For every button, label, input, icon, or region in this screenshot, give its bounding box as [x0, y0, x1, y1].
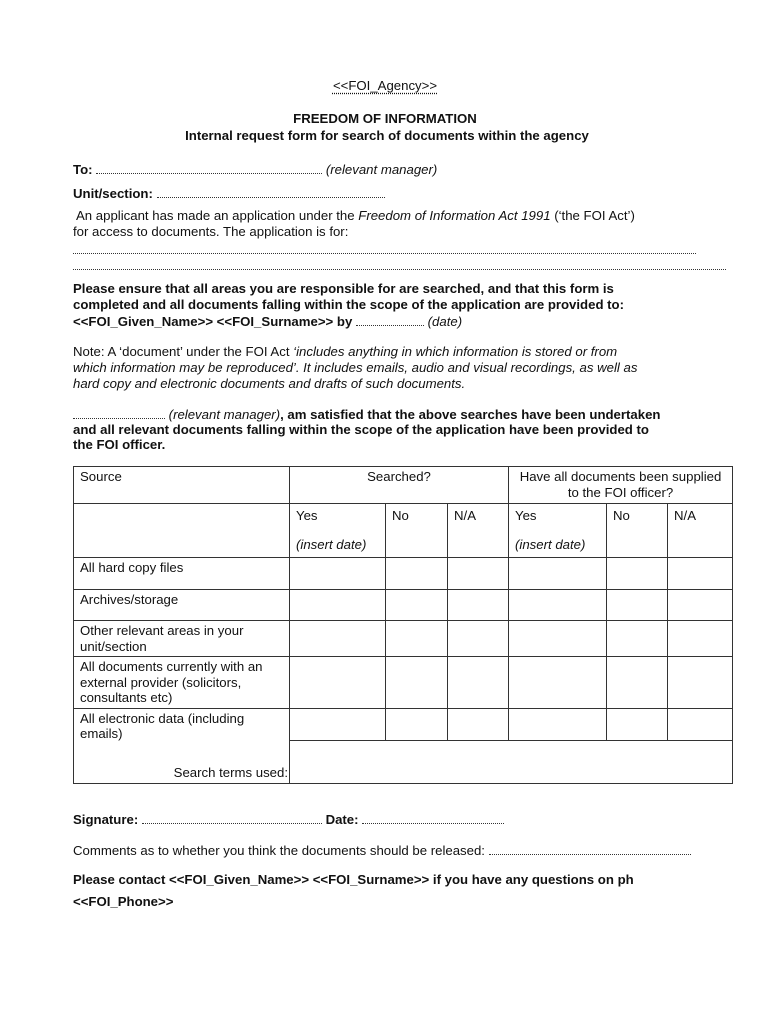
search-terms-label: Search terms used:: [173, 765, 288, 780]
table-cell[interactable]: [448, 708, 509, 740]
comments-line[interactable]: [489, 842, 691, 855]
searched-no-header: No: [386, 504, 448, 558]
contact-line-2: <<FOI_Phone>>: [73, 894, 174, 909]
satisfied-line-3: the FOI officer.: [73, 437, 166, 452]
table-row: [74, 708, 733, 740]
table-cell[interactable]: [668, 657, 733, 709]
source-header: Source: [74, 467, 290, 504]
table-cell[interactable]: [448, 657, 509, 709]
note-line-3: hard copy and electronic documents and drafts of such documents.: [73, 376, 466, 391]
table-cell[interactable]: [509, 621, 607, 657]
satisfied-line-2: and all relevant documents falling within the scope of the application have been provided to: [73, 422, 649, 437]
ensure-line-2: completed and all documents falling within the scope of the application are provided to:: [73, 297, 625, 312]
form-subtitle: Internal request form for search of documents within the agency: [185, 128, 589, 143]
table-cell[interactable]: [668, 590, 733, 621]
table-row: [74, 621, 733, 657]
table-cell[interactable]: [386, 657, 448, 709]
unit-label: Unit/section:: [73, 186, 153, 201]
table-cell[interactable]: [607, 708, 668, 740]
searched-yes-header: Yes (insert date): [290, 504, 386, 558]
search-terms-field[interactable]: [290, 740, 733, 783]
table-cell[interactable]: [509, 590, 607, 621]
table-cell[interactable]: [290, 558, 386, 590]
table-cell[interactable]: [386, 590, 448, 621]
application-line-1[interactable]: [73, 241, 696, 254]
row-source-label: All hard copy files: [74, 558, 290, 590]
subheader-blank: [74, 504, 290, 558]
date-label: Date:: [325, 812, 359, 827]
signature-line[interactable]: [142, 811, 322, 824]
supplied-yes-header: Yes (insert date): [509, 504, 607, 558]
table-cell[interactable]: [509, 708, 607, 740]
ensure-line-1: Please ensure that all areas you are responsible for are searched, and that this form is: [73, 281, 614, 296]
electronic-data-cell: All electronic data (including emails) Search terms used:: [74, 708, 290, 783]
table-cell[interactable]: [607, 590, 668, 621]
intro-line-2: for access to documents. The application is for:: [73, 224, 349, 239]
contact-line-1: Please contact <<FOI_Given_Name>> <<FOI_Surname>> if you have any questions on ph: [73, 872, 634, 887]
agency-placeholder: <<FOI_Agency>>: [332, 78, 438, 93]
table-cell[interactable]: [668, 558, 733, 590]
searched-header: Searched?: [290, 467, 509, 504]
table-cell[interactable]: [668, 708, 733, 740]
comments-row: [73, 842, 691, 859]
searched-na-header: N/A: [448, 504, 509, 558]
note-line-1: Note: A ‘document’ under the FOI Act ‘includes anything in which information is stored or from: [73, 344, 618, 359]
comments-label: Comments as to whether you think the documents should be released:: [73, 843, 485, 858]
table-cell[interactable]: [509, 657, 607, 709]
application-line-2[interactable]: [73, 257, 726, 270]
signature-date-line[interactable]: [362, 811, 504, 824]
note-line-2: which information may be reproduced’. It includes emails, audio and visual recordings, as well as: [73, 360, 638, 375]
table-cell[interactable]: [290, 621, 386, 657]
table-cell[interactable]: [386, 621, 448, 657]
signature-label: Signature:: [73, 812, 139, 827]
table-cell[interactable]: [607, 621, 668, 657]
table-cell[interactable]: [509, 558, 607, 590]
unit-field: [73, 185, 385, 202]
table-cell[interactable]: [448, 558, 509, 590]
to-field: [73, 161, 437, 178]
supplied-header: Have all documents been supplied to the FOI officer?: [509, 467, 733, 504]
intro-line-1: An applicant has made an application under the Freedom of Information Act 1991 (‘the FOI Act’): [76, 208, 635, 223]
satisfied-line-1: (relevant manager), am satisfied that the above searches have been undertaken: [73, 406, 660, 423]
signature-row: [73, 811, 504, 828]
form-title: FREEDOM OF INFORMATION: [293, 111, 477, 126]
table-cell[interactable]: [448, 590, 509, 621]
table-cell[interactable]: [290, 590, 386, 621]
table-cell[interactable]: [448, 621, 509, 657]
table-row: [74, 558, 733, 590]
to-note: (relevant manager): [325, 162, 438, 177]
row-source-label: All documents currently with an external provider (solicitors, consultants etc): [74, 657, 290, 709]
to-input-line[interactable]: [96, 161, 322, 174]
table-cell[interactable]: [386, 558, 448, 590]
table-row: [74, 657, 733, 709]
row-source-label: Other relevant areas in your unit/section: [74, 621, 290, 657]
row-source-label: Archives/storage: [74, 590, 290, 621]
table-cell[interactable]: [386, 708, 448, 740]
manager-name-line[interactable]: [73, 406, 165, 419]
date-note: (date): [427, 314, 463, 329]
table-cell[interactable]: [290, 657, 386, 709]
table-cell[interactable]: [607, 558, 668, 590]
search-table: [73, 466, 733, 784]
supplied-no-header: No: [607, 504, 668, 558]
supplied-na-header: N/A: [668, 504, 733, 558]
act-name: Freedom of Information Act 1991: [358, 208, 551, 223]
to-label: To:: [73, 162, 93, 177]
table-cell[interactable]: [607, 657, 668, 709]
table-row: [74, 590, 733, 621]
ensure-line-3: <<FOI_Given_Name>> <<FOI_Surname>> by (date): [73, 314, 463, 329]
table-cell[interactable]: [668, 621, 733, 657]
unit-input-line[interactable]: [157, 185, 385, 198]
due-date-line[interactable]: [356, 313, 424, 326]
table-cell[interactable]: [290, 708, 386, 740]
